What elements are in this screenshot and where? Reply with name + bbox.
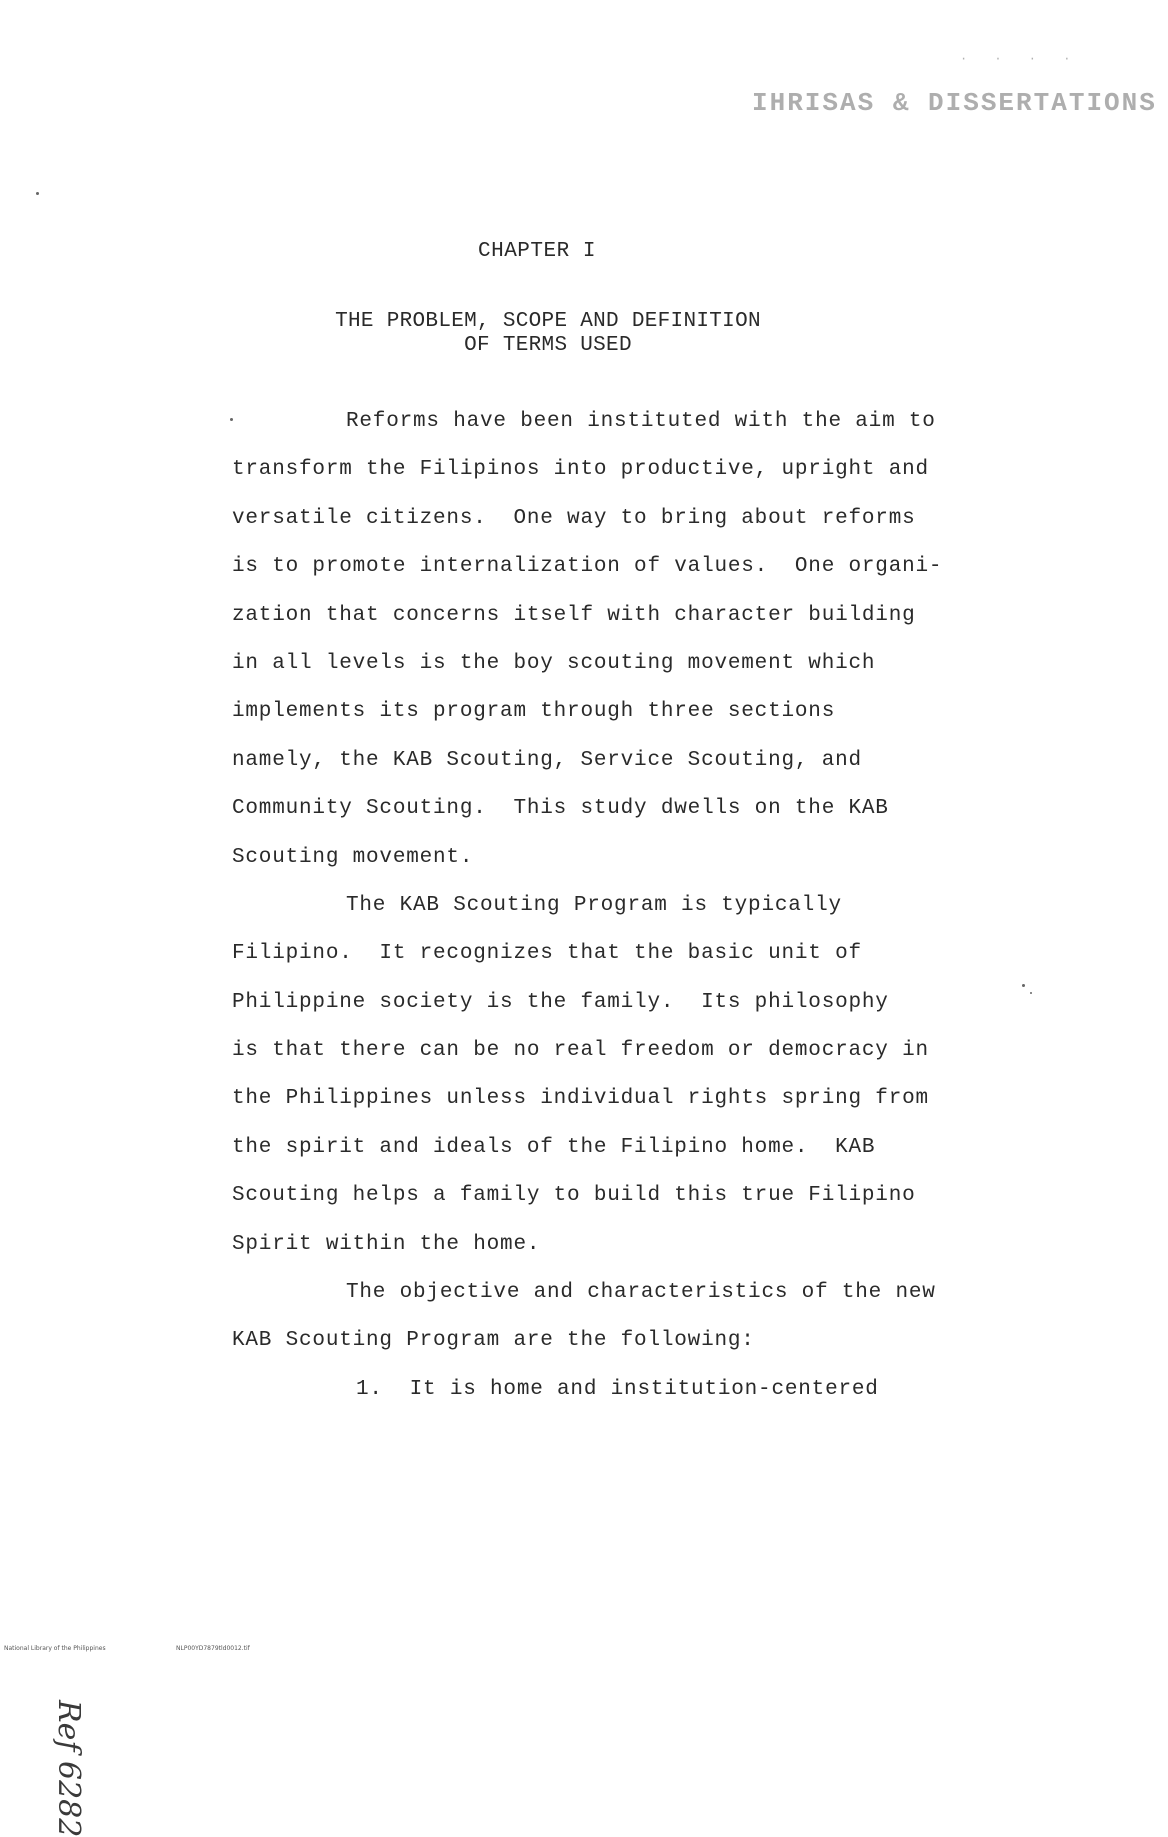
text-line: zation that concerns itself with character building bbox=[232, 603, 916, 627]
stamp-dots: · · · · bbox=[960, 52, 1081, 66]
text-line: implements its program through three sections bbox=[232, 700, 836, 724]
text-line: is to promote internalization of values. One organi- bbox=[232, 555, 943, 579]
text-line: KAB Scouting Program are the following: bbox=[232, 1329, 755, 1353]
chapter-title bbox=[300, 310, 796, 358]
text-line: Spirit within the home. bbox=[232, 1232, 541, 1256]
scan-speck bbox=[36, 192, 39, 195]
footer-library: National Library of the Philippines bbox=[4, 1645, 106, 1652]
scan-speck bbox=[230, 418, 233, 421]
text-line: namely, the KAB Scouting, Service Scouting, and bbox=[232, 748, 862, 772]
body-text bbox=[232, 398, 1022, 1414]
text-line: transform the Filipinos into productive, upright and bbox=[232, 458, 929, 482]
text-line: Philippine society is the family. Its philosophy bbox=[232, 990, 889, 1014]
text-line: Scouting helps a family to build this true Filipino bbox=[232, 1184, 916, 1208]
scan-speck bbox=[1030, 992, 1032, 994]
margin-annotation bbox=[51, 840, 100, 1837]
text-line: The KAB Scouting Program is typically bbox=[346, 893, 842, 917]
text-line: is that there can be no real freedom or democracy in bbox=[232, 1039, 929, 1063]
scan-speck bbox=[1022, 984, 1025, 987]
list-item: 1. It is home and institution-centered bbox=[356, 1377, 879, 1401]
chapter-heading: CHAPTER I bbox=[478, 240, 596, 263]
text-line: in all levels is the boy scouting movement which bbox=[232, 651, 876, 675]
theses-stamp: IHRISAS & DISSERTATIONS bbox=[752, 88, 1157, 118]
text-line: the Philippines unless individual rights spring from bbox=[232, 1087, 929, 1111]
chapter-title-line: OF TERMS USED bbox=[464, 334, 632, 357]
handwritten-reference: Ref 6282 bbox=[51, 1700, 86, 1837]
text-line: Community Scouting. This study dwells on the KAB bbox=[232, 797, 889, 821]
text-line: Reforms have been instituted with the aim to bbox=[346, 410, 936, 433]
chapter-title-line: THE PROBLEM, SCOPE AND DEFINITION bbox=[335, 310, 761, 333]
footer-filename: NLP00YD7879tld0012.tif bbox=[176, 1645, 250, 1652]
text-line: Scouting movement. bbox=[232, 845, 474, 869]
text-line: Filipino. It recognizes that the basic unit of bbox=[232, 942, 862, 966]
text-line: versatile citizens. One way to bring about reforms bbox=[232, 506, 916, 530]
text-line: The objective and characteristics of the new bbox=[346, 1281, 936, 1305]
text-line: the spirit and ideals of the Filipino home. KAB bbox=[232, 1135, 876, 1159]
